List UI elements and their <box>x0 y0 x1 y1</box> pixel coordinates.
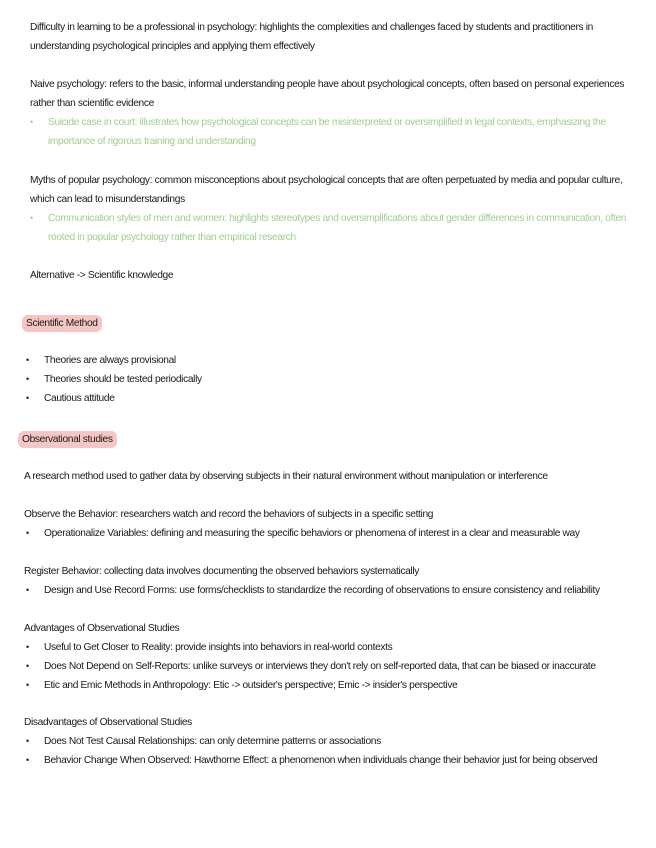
observe-title: Observe the Behavior: researchers watch and record the behaviors of subjects in a specific setting <box>24 509 434 520</box>
observe-block <box>24 505 654 543</box>
list-item: • Does Not Depend on Self-Reports: unlike surveys or interviews they don't rely on self-reported data, that can be biased or inaccurate <box>26 657 654 676</box>
advantages-title: Advantages of Observational Studies <box>24 623 180 634</box>
list-item: • Does Not Test Causal Relationships: can only determine patterns or associations <box>26 732 654 751</box>
list-item: • Theories should be tested periodically <box>26 370 626 389</box>
list-item: • Cautious attitude <box>26 389 626 408</box>
register-title: Register Behavior: collecting data involves documenting the observed behaviors systematically <box>24 566 419 577</box>
observe-list <box>26 524 654 543</box>
list-item: • Useful to Get Closer to Reality: provide insights into behaviors in real-world contexts <box>26 638 654 657</box>
list-item: • Etic and Emic Methods in Anthropology: Etic -> outsider's perspective; Emic -> insider's perspective <box>26 676 654 695</box>
register-block <box>24 562 654 600</box>
advantages-list <box>26 638 654 695</box>
naive-subitem: • Suicide case in court: illustrates how psychological concepts can be misinterpreted or oversimplified in legal contexts, emphasizing the importance of rigorous training and understanding <box>30 113 630 151</box>
naive-sublist <box>30 113 630 151</box>
difficulty-text: Difficulty in learning to be a professional in psychology: highlights the complexities and challenges faced by students and practitioners in understanding psychological principles and applying them effectively <box>30 22 593 52</box>
naive-text: Naive psychology: refers to the basic, informal understanding people have about psychological concepts, often based on personal experiences rather than scientific evidence <box>30 79 625 109</box>
disadvantages-list <box>26 732 654 770</box>
scientific-method-heading: Scientific Method <box>22 315 102 332</box>
alternative-text: Alternative -> Scientific knowledge <box>30 270 174 281</box>
observational-definition-block <box>24 467 644 486</box>
observational-definition: A research method used to gather data by observing subjects in their natural environment without manipulation or interference <box>24 471 548 482</box>
list-item: • Behavior Change When Observed: Hawthorne Effect: a phenomenon when individuals change their behavior just for being observed <box>26 751 654 770</box>
observational-heading-block <box>18 430 117 449</box>
myths-sublist <box>30 209 630 247</box>
disadvantages-block <box>24 713 654 770</box>
list-item: • Theories are always provisional <box>26 351 626 370</box>
scientific-method-block <box>26 351 626 408</box>
observational-heading: Observational studies <box>18 431 117 448</box>
disadvantages-title: Disadvantages of Observational Studies <box>24 717 192 728</box>
register-list <box>26 581 654 600</box>
myths-text: Myths of popular psychology: common misconceptions about psychological concepts that are often perpetuated by media and popular culture, which can lead to misunderstandings <box>30 175 623 205</box>
list-item: • Operationalize Variables: defining and measuring the specific behaviors or phenomena of interest in a clear and measurable way <box>26 524 654 543</box>
intro-alternative-block <box>30 266 630 285</box>
intro-myths-block <box>30 171 630 247</box>
myths-subitem: • Communication styles of men and women: highlights stereotypes and oversimplifications about gender differences in communication, often rooted in popular psychology rather than empirical research <box>30 209 630 247</box>
intro-naive-block <box>30 75 630 151</box>
scientific-method-heading-block <box>22 314 102 333</box>
list-item: • Design and Use Record Forms: use forms/checklists to standardize the recording of observations to ensure consistency and reliability <box>26 581 654 600</box>
scientific-method-list <box>26 351 626 408</box>
advantages-block <box>24 619 654 695</box>
intro-difficulty-block <box>30 18 620 56</box>
